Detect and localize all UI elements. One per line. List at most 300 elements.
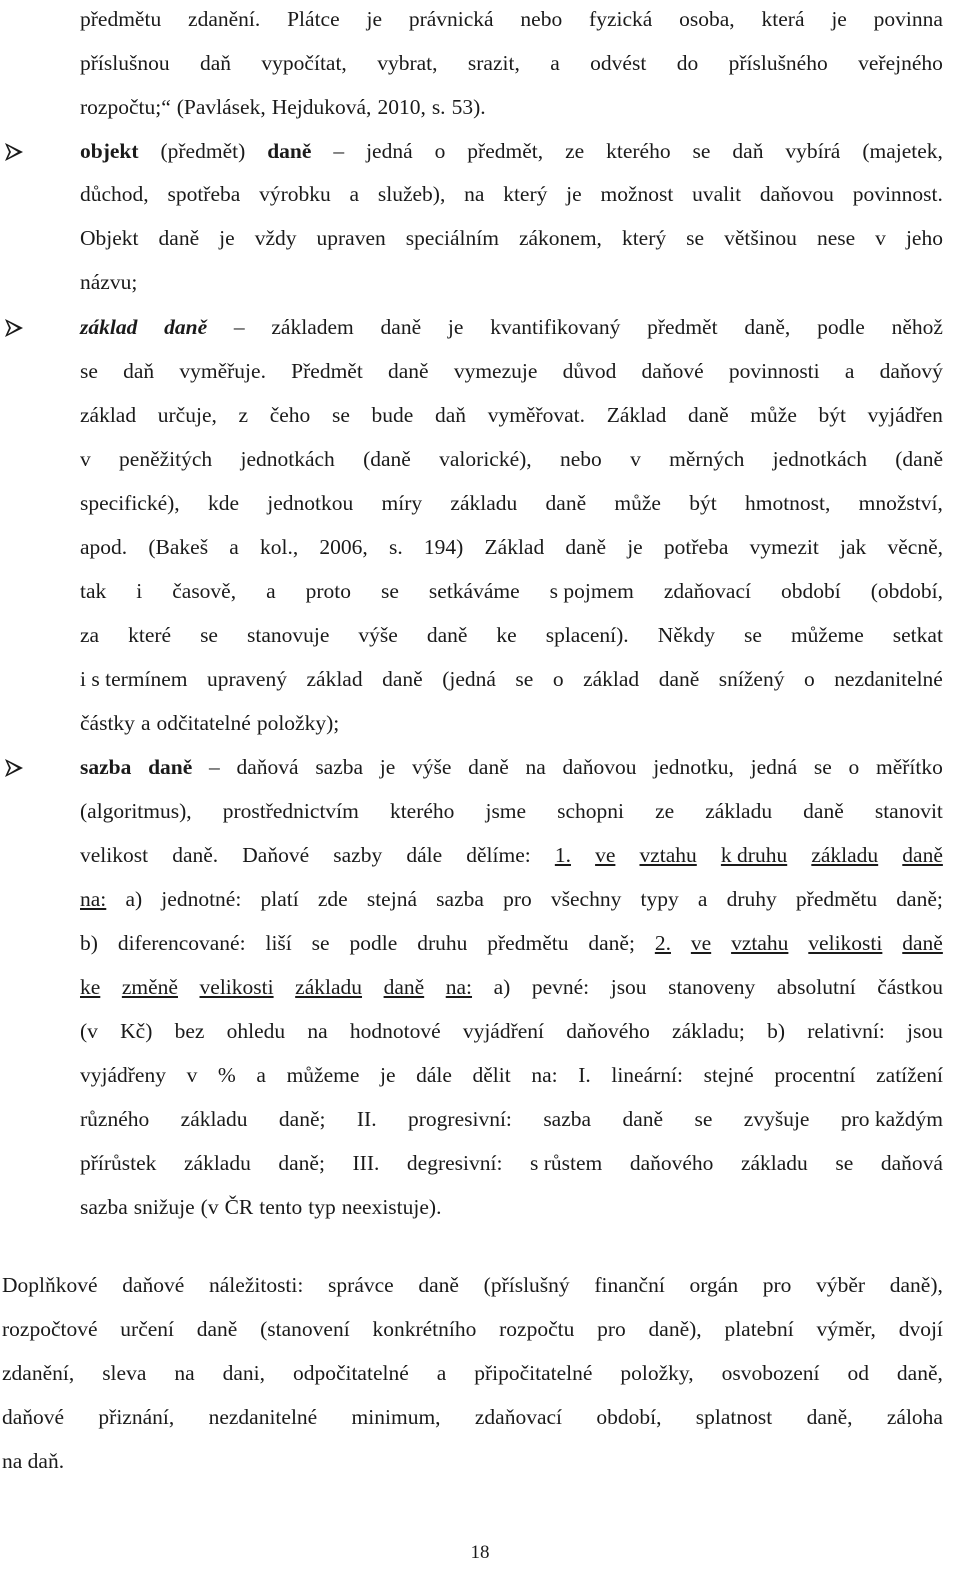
word: ČR <box>224 1195 254 1219</box>
word: a <box>266 579 276 603</box>
word: se <box>80 359 98 383</box>
word: vyjádřen <box>867 403 943 427</box>
word: tento <box>259 1195 303 1219</box>
word: daň <box>435 403 467 427</box>
word: příslušného <box>728 51 828 75</box>
word: být <box>689 491 717 515</box>
word: jedná <box>366 139 413 163</box>
word: daně <box>468 755 509 779</box>
word: o <box>803 667 815 691</box>
word: vyměřovat. <box>487 403 586 427</box>
word: s. <box>431 95 446 119</box>
word: daňovou <box>562 755 637 779</box>
word: jeho <box>905 226 943 250</box>
word: jednotkách <box>240 447 335 471</box>
word: je <box>447 315 464 339</box>
word: vybrat, <box>377 51 438 75</box>
word: daňové <box>2 1405 65 1429</box>
word: setkat <box>892 623 943 647</box>
word: povinnosti <box>728 359 820 383</box>
word: správce <box>328 1273 394 1297</box>
word: s pojmem <box>549 579 634 603</box>
word: Doplňkové <box>2 1273 98 1297</box>
word: období, <box>596 1405 662 1429</box>
word: konkrétního <box>372 1317 477 1341</box>
word: jednotkách <box>772 447 867 471</box>
text-line <box>80 488 943 518</box>
word: s růstem <box>530 1151 603 1175</box>
word: velikost <box>80 843 149 867</box>
word: daň <box>199 51 232 75</box>
word: čeho <box>269 403 311 427</box>
word: daně <box>164 315 208 339</box>
word: předmětu <box>795 887 878 911</box>
word: výše <box>358 623 398 647</box>
word: na: <box>531 1063 558 1087</box>
word: je <box>831 7 847 31</box>
word: a <box>436 1361 447 1385</box>
word: na <box>307 1019 328 1043</box>
word: snížený <box>718 667 785 691</box>
word: dále <box>406 843 443 867</box>
word: měrných <box>669 447 745 471</box>
word: vždy <box>254 226 297 250</box>
word: sleva <box>102 1361 147 1385</box>
word: (příslušný <box>483 1273 570 1297</box>
word: předmětu <box>487 931 569 955</box>
word: výměr, <box>816 1317 876 1341</box>
word: a <box>697 887 708 911</box>
word: (majetek, <box>862 139 943 163</box>
word: zatížení <box>876 1063 943 1087</box>
text-line <box>80 1148 943 1178</box>
word: minimum, <box>351 1405 441 1429</box>
word: kvantifikovaný <box>490 315 621 339</box>
word: za <box>80 623 100 647</box>
word: velikosti <box>199 975 274 999</box>
text-line <box>80 576 943 606</box>
word: daně <box>902 843 943 867</box>
text-line <box>80 356 943 386</box>
word: daňová <box>236 755 299 779</box>
word: příslušnou <box>80 51 170 75</box>
word: se <box>744 623 762 647</box>
word: povinnost. <box>852 182 943 206</box>
word: zdaňovací <box>474 1405 563 1429</box>
word: platební <box>724 1317 794 1341</box>
word: můžeme <box>790 623 864 647</box>
word: zdanění. <box>188 7 261 31</box>
word: základu <box>450 491 518 515</box>
word: schopni <box>557 799 625 823</box>
word: předmět, <box>467 139 544 163</box>
word: potřeba <box>663 535 729 559</box>
word: základu <box>183 1151 251 1175</box>
word: vymezuje <box>453 359 538 383</box>
word: prostřednictvím <box>222 799 359 823</box>
word: proto <box>305 579 352 603</box>
word: rozpočtu;“ <box>80 95 171 119</box>
text-line <box>2 1446 943 1476</box>
word: jak <box>840 535 867 559</box>
word: setkáváme <box>428 579 520 603</box>
word: nezdanitelné <box>834 667 943 691</box>
word: upravený <box>206 667 287 691</box>
word: jsou <box>610 975 647 999</box>
word: nese <box>816 226 856 250</box>
word: typ <box>308 1195 336 1219</box>
word: připočitatelné <box>474 1361 593 1385</box>
text-line <box>80 928 943 958</box>
word: s. <box>388 535 403 559</box>
word: degresivní: <box>406 1151 503 1175</box>
word: a) <box>493 975 511 999</box>
word: jednotkou <box>267 491 354 515</box>
bullet-arrow-icon <box>3 141 25 165</box>
word: vyměřuje. <box>179 359 266 383</box>
word: – <box>233 315 245 339</box>
word: sazba <box>80 1195 128 1219</box>
word: se <box>692 139 711 163</box>
word: stanovit <box>874 799 943 823</box>
word: stanovuje <box>246 623 330 647</box>
word: je <box>566 182 582 206</box>
word: daně. <box>172 843 219 867</box>
word: názvu; <box>80 270 138 294</box>
word: a <box>229 535 239 559</box>
word: daně; <box>278 1151 325 1175</box>
word: spotřeba <box>167 182 241 206</box>
word: všechny <box>550 887 622 911</box>
word: I. <box>578 1063 591 1087</box>
word: časově, <box>172 579 237 603</box>
word: něhož <box>891 315 943 339</box>
word: osvobození <box>721 1361 820 1385</box>
word: výběr <box>816 1273 866 1297</box>
word: se <box>835 1151 854 1175</box>
word: v <box>186 1063 198 1087</box>
word: daně, <box>806 1405 853 1429</box>
word: kol., <box>259 535 299 559</box>
word: možnost <box>600 182 674 206</box>
word: speciálním <box>405 226 499 250</box>
word: většinou <box>724 226 797 250</box>
word: se <box>694 1107 713 1131</box>
word: se <box>515 667 534 691</box>
word: daně; <box>588 931 635 955</box>
word: sazba <box>543 1107 592 1131</box>
word: kterého <box>389 799 455 823</box>
word: splatnost <box>695 1405 773 1429</box>
word: jednotku, <box>653 755 734 779</box>
word: se <box>381 579 399 603</box>
word: nebo <box>559 447 602 471</box>
word: přiznání, <box>98 1405 175 1429</box>
word: dělíme: <box>466 843 531 867</box>
word: daně <box>688 403 729 427</box>
word: daně <box>196 1317 238 1341</box>
word: být <box>818 403 846 427</box>
word: dělit <box>472 1063 511 1087</box>
word: daňového <box>629 1151 714 1175</box>
word: různého <box>80 1107 150 1131</box>
word: hmotnost, <box>744 491 831 515</box>
word: množství, <box>858 491 943 515</box>
word: ve <box>595 843 616 867</box>
text-line <box>80 796 943 826</box>
word: důvod <box>562 359 617 383</box>
word: daně <box>267 139 312 163</box>
word: 2. <box>654 931 671 955</box>
word: druhu <box>417 931 468 955</box>
bullet-arrow-icon <box>3 317 25 341</box>
word: částky <box>80 711 135 735</box>
word: stejné <box>703 1063 754 1087</box>
word: – <box>209 755 220 779</box>
word: velikosti <box>808 931 883 955</box>
word: absolutní <box>776 975 856 999</box>
word: náležitosti: <box>209 1273 304 1297</box>
word: orgán <box>689 1273 739 1297</box>
word: o <box>848 755 860 779</box>
word: položky, <box>620 1361 694 1385</box>
word: daně <box>380 315 422 339</box>
word: základu <box>740 1151 808 1175</box>
word: a) <box>125 887 143 911</box>
word: veřejného <box>858 51 943 75</box>
word: můžeme <box>286 1063 360 1087</box>
word: Někdy <box>657 623 716 647</box>
text-line <box>2 1358 943 1388</box>
word: daně, <box>744 315 791 339</box>
word: rozpočtu <box>499 1317 575 1341</box>
word: platí <box>260 887 299 911</box>
word: snižuje <box>133 1195 195 1219</box>
word: základu; <box>672 1019 745 1043</box>
word: i s termínem <box>80 667 188 691</box>
word: (předmět) <box>160 139 246 163</box>
word: odpočitatelné <box>292 1361 409 1385</box>
word: na <box>464 182 485 206</box>
word: období <box>780 579 841 603</box>
word: % <box>217 1063 236 1087</box>
word: může <box>614 491 661 515</box>
text-line <box>80 267 943 297</box>
text-line <box>80 179 943 209</box>
word: bude <box>371 403 414 427</box>
word: procentní <box>774 1063 856 1087</box>
word: stanoveny <box>668 975 756 999</box>
word: pro každým <box>840 1107 943 1131</box>
word: odvést <box>590 51 647 75</box>
word: – <box>333 139 345 163</box>
word: osoba, <box>679 7 735 31</box>
word: upraven <box>316 226 386 250</box>
word: pro <box>503 887 532 911</box>
word: (období, <box>870 579 943 603</box>
word: záloha <box>886 1405 943 1429</box>
word: (Bakeš <box>148 535 209 559</box>
word: stejná <box>366 887 417 911</box>
word: daně <box>418 1273 459 1297</box>
word: vypočítat, <box>261 51 347 75</box>
word: podle <box>349 931 398 955</box>
word: daně; <box>896 887 943 911</box>
word: Plátce <box>287 7 340 31</box>
word: které <box>128 623 172 647</box>
word: předmět <box>647 315 718 339</box>
word: daň <box>123 359 155 383</box>
word: daně <box>545 491 587 515</box>
word: odčitatelné <box>156 711 251 735</box>
word: přírůstek <box>80 1151 157 1175</box>
word: progresivní: <box>408 1107 512 1131</box>
word: nezdanitelné <box>208 1405 318 1429</box>
word: Kč) <box>120 1019 153 1043</box>
word: je <box>379 755 396 779</box>
bullet-arrow-icon <box>3 757 25 781</box>
word: daně <box>902 931 943 955</box>
word: výše <box>412 755 452 779</box>
word: daň <box>732 139 764 163</box>
word: pro <box>762 1273 792 1297</box>
word: se <box>813 755 832 779</box>
word: lineární: <box>611 1063 683 1087</box>
word: vymezit <box>749 535 819 559</box>
text-line <box>80 664 943 694</box>
word: 2010, <box>377 95 426 119</box>
word: služeb), <box>377 182 446 206</box>
word: Objekt <box>80 226 139 250</box>
word: základu <box>705 799 773 823</box>
word: základu <box>295 975 363 999</box>
word: podle <box>817 315 865 339</box>
word: liší <box>265 931 292 955</box>
text-line <box>80 1016 943 1046</box>
word: daně <box>803 799 844 823</box>
word: povinna <box>873 7 943 31</box>
word: jsme <box>485 799 527 823</box>
word: Daňové <box>242 843 310 867</box>
word: vybírá <box>785 139 841 163</box>
word: daně <box>383 975 425 999</box>
text-line <box>80 444 943 474</box>
word: daně <box>565 535 606 559</box>
word: 194) <box>423 535 464 559</box>
word: (stanovení <box>260 1317 350 1341</box>
text-line <box>2 1402 943 1432</box>
word: Hejduková, <box>271 95 372 119</box>
word: uvalit <box>692 182 742 206</box>
word: daňové <box>122 1273 185 1297</box>
word: II. <box>356 1107 377 1131</box>
word: fyzická <box>589 7 653 31</box>
word: položky); <box>256 711 340 735</box>
word: je <box>379 1063 396 1087</box>
word: předmětu <box>80 7 162 31</box>
text-line <box>80 532 943 562</box>
word: výrobku <box>259 182 331 206</box>
text-line <box>80 1192 943 1222</box>
text-line <box>80 400 943 430</box>
word: ze <box>565 139 585 163</box>
word: jsou <box>907 1019 943 1043</box>
word: b) <box>80 931 98 955</box>
word: daňové <box>641 359 704 383</box>
word: je <box>219 226 235 250</box>
word: sazba <box>315 755 364 779</box>
word: vyjádřeny <box>80 1063 166 1087</box>
word: 1. <box>554 843 571 867</box>
word: se <box>311 931 330 955</box>
word: o <box>552 667 564 691</box>
word: a <box>844 359 855 383</box>
text-line <box>80 620 943 650</box>
word: k druhu <box>720 843 788 867</box>
word: a <box>256 1063 266 1087</box>
text-line <box>80 752 943 782</box>
word: do <box>676 51 699 75</box>
word: v <box>630 447 641 471</box>
word: a <box>550 51 560 75</box>
word: finanční <box>594 1273 665 1297</box>
text-line <box>80 223 943 253</box>
word: určení <box>120 1317 174 1341</box>
word: 53). <box>451 95 486 119</box>
word: jedná <box>750 755 798 779</box>
word: kde <box>207 491 239 515</box>
word: od <box>847 1361 869 1385</box>
word: daňovou <box>759 182 834 206</box>
word: ve <box>690 931 712 955</box>
word: druhy <box>726 887 777 911</box>
word: sazba <box>436 887 484 911</box>
word: ke <box>80 975 101 999</box>
word: hodnotové <box>349 1019 441 1043</box>
word: bez <box>174 1019 205 1043</box>
word: v <box>80 447 91 471</box>
word: (daně <box>363 447 411 471</box>
word: věcně, <box>887 535 943 559</box>
word: který <box>621 226 667 250</box>
text-line <box>80 972 943 1002</box>
word: která <box>761 7 805 31</box>
word: daňový <box>879 359 943 383</box>
word: měřítko <box>876 755 943 779</box>
word: základ <box>80 315 138 339</box>
word: na daň. <box>2 1449 65 1473</box>
word: daňového <box>566 1019 650 1043</box>
word: dani, <box>222 1361 265 1385</box>
word: sazby <box>333 843 383 867</box>
text-line <box>80 1104 943 1134</box>
word: na: <box>445 975 473 999</box>
word: zdaňovací <box>663 579 751 603</box>
word: typy <box>640 887 679 911</box>
word: splacení). <box>545 623 629 647</box>
text-line <box>80 840 943 870</box>
text-line <box>80 884 943 914</box>
word: a <box>349 182 360 206</box>
word: (v <box>200 1195 219 1219</box>
word: základem <box>271 315 354 339</box>
word: daně <box>382 667 423 691</box>
word: daně <box>426 623 468 647</box>
word: z <box>238 403 249 427</box>
text-line <box>80 708 943 738</box>
word: objekt <box>80 139 139 163</box>
word: který <box>503 182 548 206</box>
